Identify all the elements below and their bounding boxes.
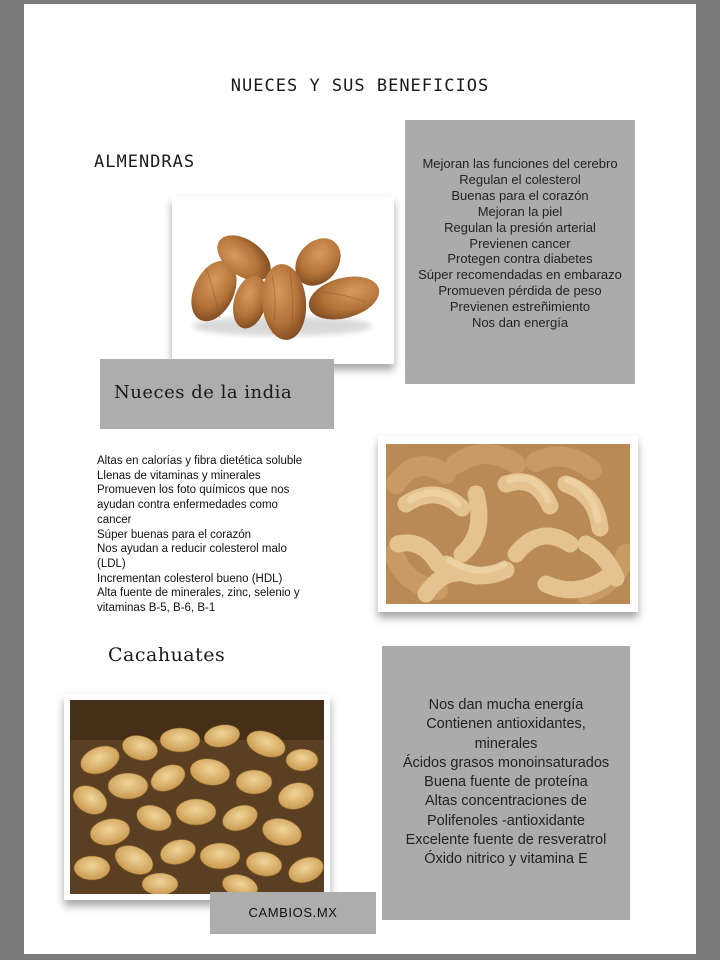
benefit-line: Altas en calorías y fibra dietética soluble: [97, 455, 303, 467]
almendras-benefits-panel: [405, 120, 635, 384]
footer-credit: CAMBIOS.MX: [210, 892, 376, 934]
benefit-line: Buenas para el corazón: [451, 187, 589, 203]
benefit-line: Mejoran la piel: [477, 203, 563, 219]
benefit-line: Nos dan energía: [471, 315, 569, 331]
benefit-line: Protegen contra diabetes: [447, 251, 593, 267]
cacahuates-heading: Cacahuates: [108, 644, 226, 666]
benefit-line: minerales: [474, 735, 538, 752]
benefit-line: Promueven los foto químicos que nos: [97, 484, 290, 497]
benefit-line: Regulan el colesterol: [459, 171, 581, 187]
benefit-line: cancer: [97, 513, 132, 526]
benefit-line: Súper recomendadas en embarazo: [418, 267, 622, 283]
peanuts-photo: [64, 694, 330, 900]
almonds-photo: [172, 196, 394, 364]
benefit-line: Incrementan colesterol bueno (HDL): [97, 572, 283, 585]
benefit-line: Promueven pérdida de peso: [438, 283, 602, 299]
benefit-line: Polifenoles -antioxidante: [427, 812, 585, 829]
benefit-line: Alta fuente de minerales, zinc, selenio y: [97, 587, 300, 600]
benefit-line: (LDL): [97, 557, 126, 570]
india-benefits-list: [97, 454, 337, 616]
almendras-heading: ALMENDRAS: [94, 152, 196, 172]
benefit-line: Previenen cancer: [469, 235, 571, 251]
benefit-line: Nos dan mucha energía: [428, 697, 584, 713]
benefit-line: Regulan la presión arterial: [444, 219, 596, 235]
india-heading: Nueces de la india: [114, 382, 293, 403]
benefit-line: Contienen antioxidantes,: [426, 716, 586, 733]
benefit-line: Llenas de vitaminas y minerales: [97, 469, 261, 482]
page-title: NUECES Y SUS BENEFICIOS: [230, 76, 490, 96]
benefit-line: Previenen estreñimiento: [449, 299, 591, 315]
cashews-photo: [378, 436, 638, 612]
india-heading-box: [100, 359, 334, 429]
benefit-line: Buena fuente de proteína: [424, 774, 588, 791]
cacahuates-benefits-panel: [382, 646, 630, 920]
benefit-line: Óxido nitrico y vitamina E: [424, 851, 588, 868]
benefit-line: Súper buenas para el corazón: [97, 528, 252, 541]
page: [24, 4, 696, 954]
benefit-line: ayudan contra enfermedades como: [97, 499, 278, 512]
benefit-line: vitaminas B-5, B-6, B-1: [97, 602, 216, 615]
benefit-line: Altas concentraciones de: [424, 793, 587, 810]
benefit-line: Excelente fuente de resveratrol: [405, 832, 607, 849]
benefit-line: Mejoran las funciones del cerebro: [422, 156, 618, 171]
benefit-line: Nos ayudan a reducir colesterol malo: [97, 543, 287, 556]
benefit-line: Ácidos grasos monoinsaturados: [402, 754, 610, 771]
